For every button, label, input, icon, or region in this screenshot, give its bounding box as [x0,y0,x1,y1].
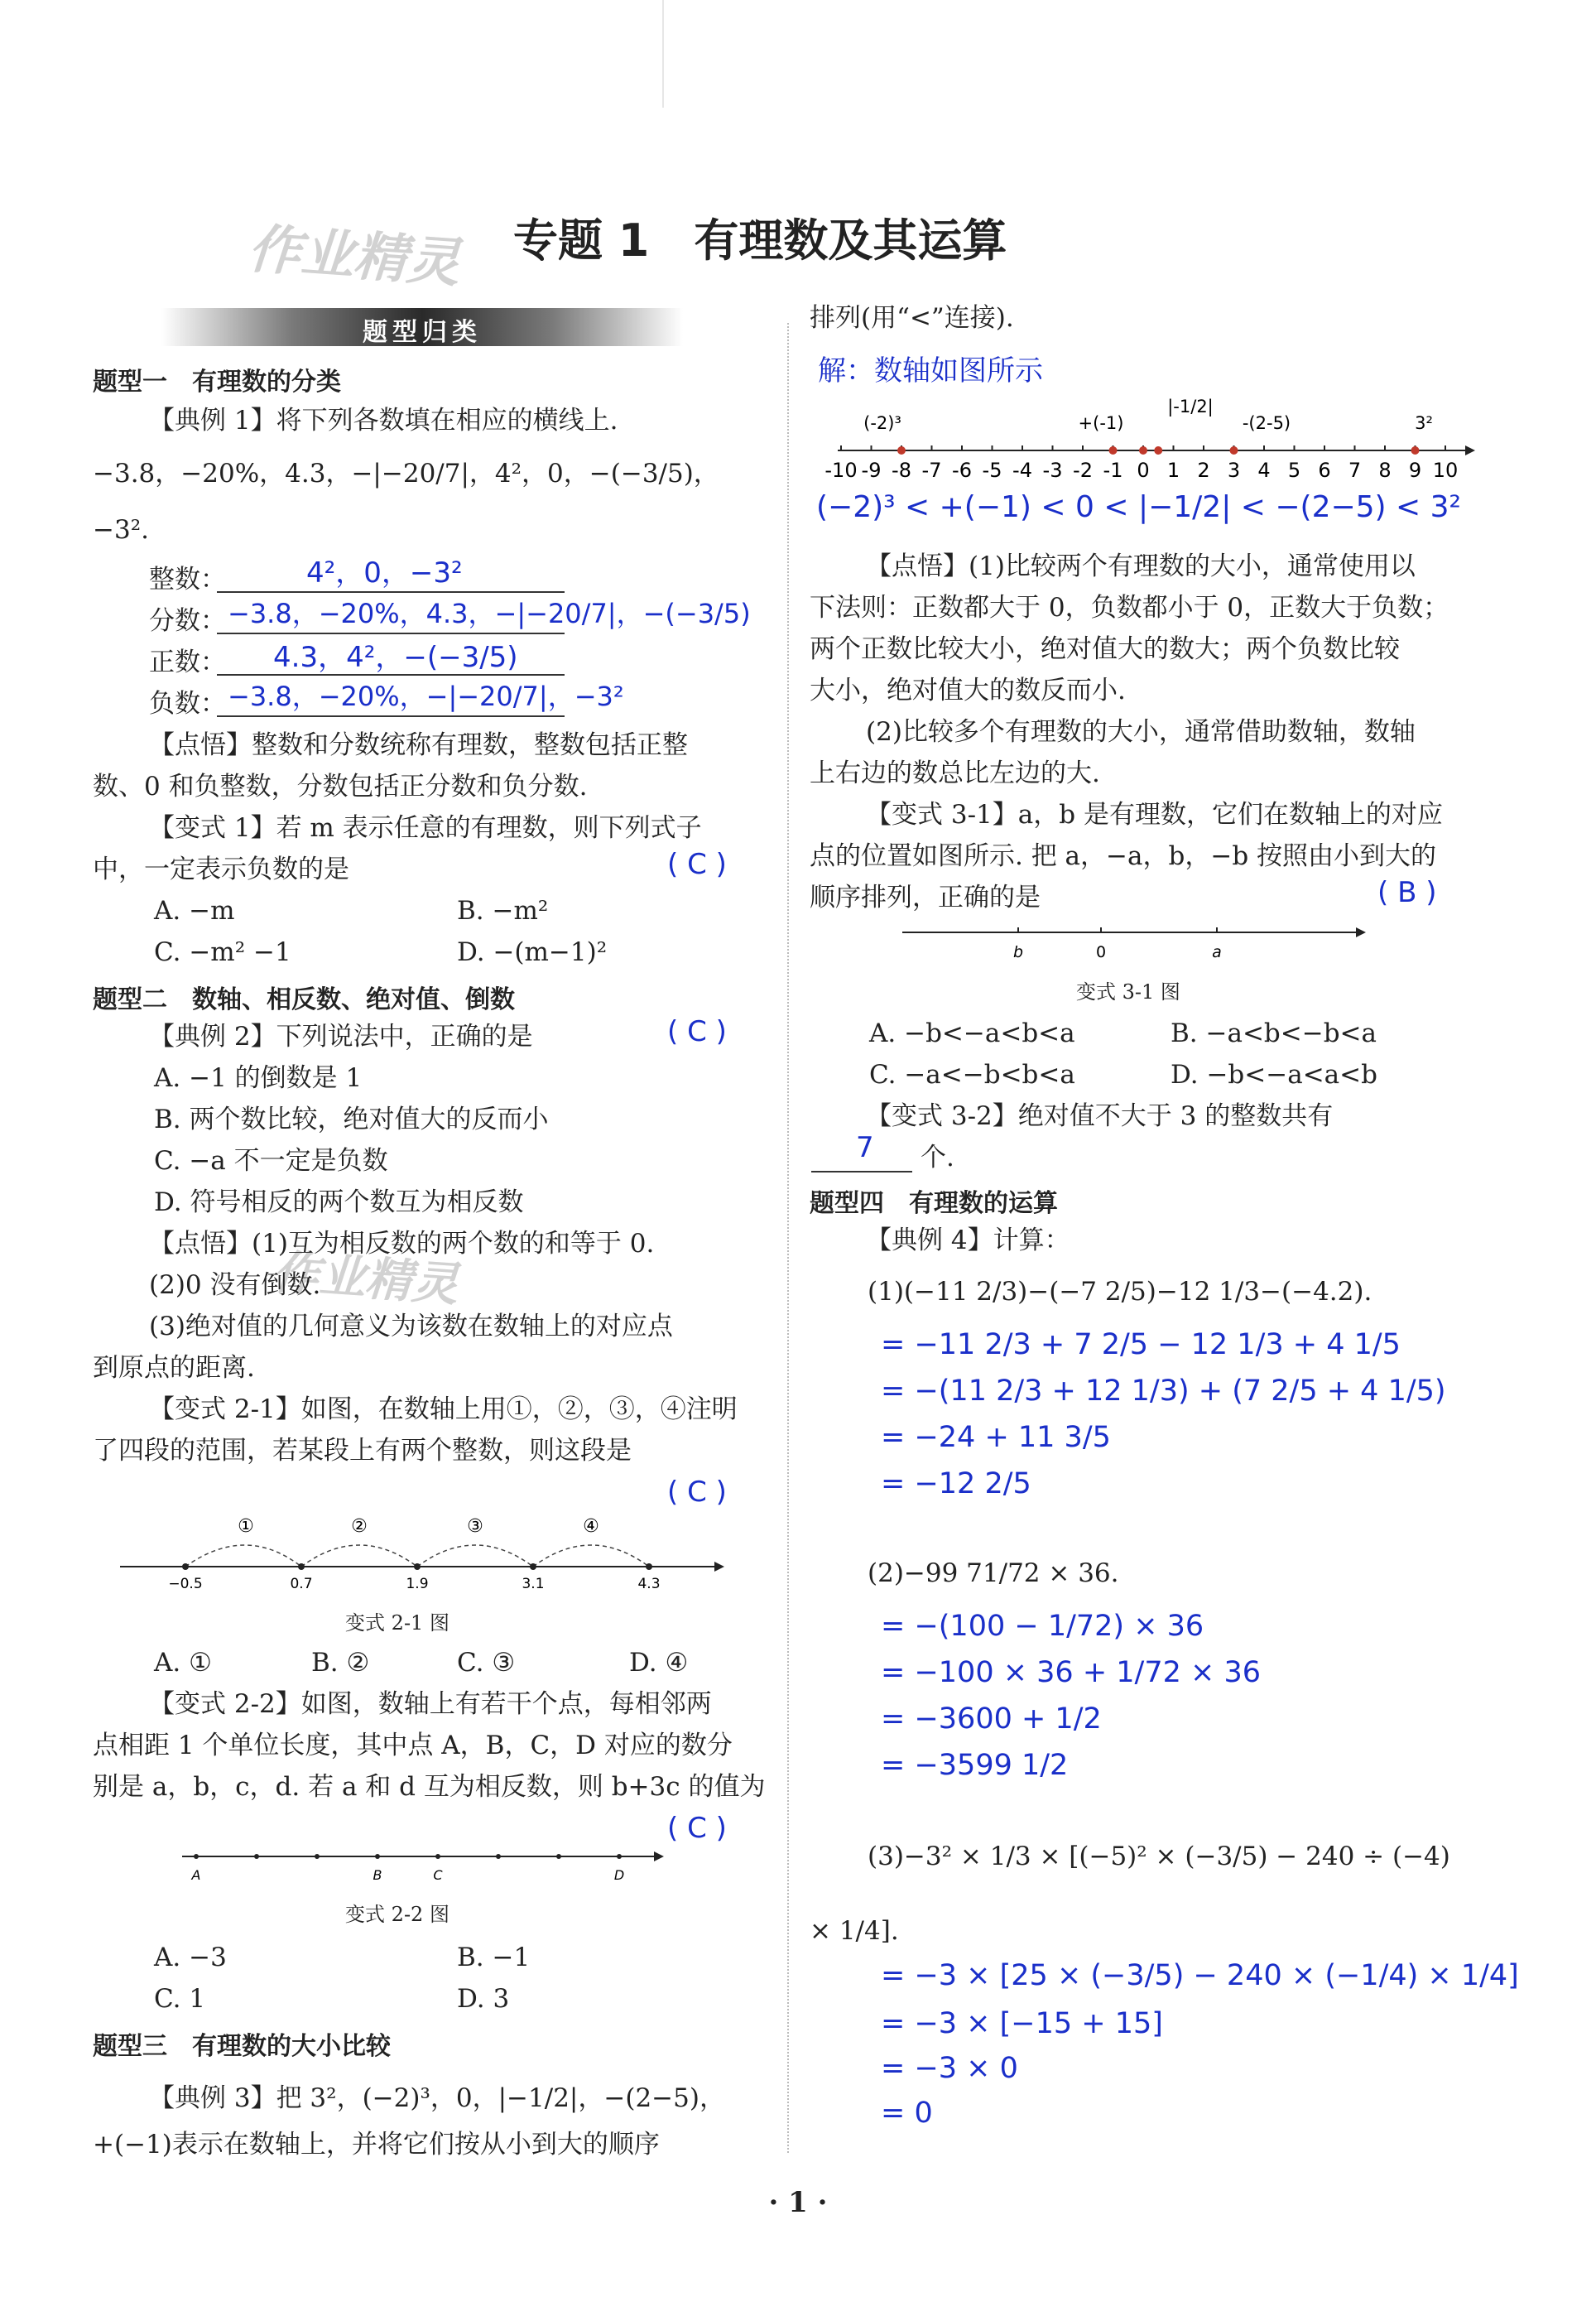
label-abs-neg-half: |-1/2| [1167,397,1214,416]
tick-label: 1.9 [406,1576,429,1592]
label-neg-2-cubed: (-2)³ [863,413,901,433]
tick-label: −0.5 [168,1576,203,1592]
example-2-answer: ( C ) [667,1015,727,1048]
part-3-step-1: = −3 × [25 × (−3/5) − 240 × (−1/4) × 1/4] [881,1959,1519,1992]
part-3-step-4: = 0 [881,2097,933,2130]
banner-label: 题型归类 [363,318,482,347]
page-fold [662,0,664,108]
section-banner [161,308,683,346]
variant-2-2-line-1: 【变式 2-2】如图，数轴上有若干个点，每相邻两 [149,1689,712,1719]
variant-3-1-figure [902,916,1382,965]
variant-3-1-option-a: A. −b<−a<b<a [869,1018,1075,1048]
axis-tick-label: 2 [1197,459,1210,482]
tip-1-line-1: 【点悟】整数和分数统称有理数，整数包括正整 [149,730,688,760]
example-3-line-3: 排列(用“<”连接). [810,303,1014,333]
example-3-line-1: 【典例 3】把 3²，(−2)³，0，|−1/2|，−(2−5)， [149,2083,725,2113]
variant-1-line-1: 【变式 1】若 m 表示任意的有理数，则下列式子 [149,813,702,843]
tick-label: 0.7 [290,1576,313,1592]
tick-label: 3.1 [522,1576,545,1592]
part-1-step-4: = −12 2/5 [881,1467,1031,1500]
watermark-top: 作业精灵 [246,219,462,295]
example-4-part-3-cont: × 1/4]. [810,1916,899,1946]
plotted-point [1411,446,1420,455]
variant-1-option-a: A. −m [154,896,235,926]
segment-label-1: ① [238,1516,254,1537]
variant-2-1-option-c: C. ③ [457,1648,516,1678]
part-1-step-3: = −24 + 11 3/5 [881,1421,1111,1454]
point-d-label: D [613,1867,625,1883]
axis-tick-label: 3 [1227,459,1241,482]
plotted-point [897,446,906,455]
axis-tick-label: -2 [1073,459,1093,482]
tip-2-line-3: (3)绝对值的几何意义为该数在数轴上的对应点 [149,1312,673,1341]
axis-label-zero: 0 [1095,943,1107,961]
label-integers: 整数： [149,565,226,595]
plotted-point [1109,446,1118,455]
variant-2-2-answer: ( C ) [667,1812,727,1845]
part-2-step-1: = −(100 − 1/72) × 36 [881,1610,1204,1643]
example-4-part-3: (3)−3² × 1/3 × [(−5)² × (−3/5) − 240 ÷ (−4) [868,1842,1450,1871]
variant-2-2-line-2: 点相距 1 个单位长度，其中点 A，B，C，D 对应的数分 [93,1731,733,1760]
variant-1-option-c: C. −m² −1 [154,937,291,967]
point-c-label: C [433,1867,443,1883]
variant-3-1-option-d: D. −b<−a<a<b [1171,1060,1377,1090]
tip-3-line-1: 【点悟】(1)比较两个有理数的大小，通常使用以 [866,551,1416,581]
example-1-question: 【典例 1】将下列各数填在相应的横线上. [149,406,618,436]
section-heading-2: 题型二 数轴、相反数、绝对值、倒数 [93,985,515,1014]
axis-tick-label: -7 [921,459,942,482]
plotted-point [1154,446,1162,455]
axis-tick-label: 6 [1318,459,1331,482]
variant-2-1-option-a: A. ① [154,1648,212,1678]
part-3-step-3: = −3 × 0 [881,2052,1018,2085]
axis-tick-label: -6 [952,459,972,482]
answer-negative: −3.8，−20%，−|−20/7|，−3² [228,681,624,712]
axis-label-a: a [1212,943,1222,961]
answer-integers: 4²，0，−3² [306,556,463,590]
tip-2-line-4: 到原点的距离. [93,1353,255,1383]
example-3-number-line [820,388,1482,485]
variant-3-1-line-3: 顺序排列，正确的是 [810,883,1041,912]
label-plus-neg-1: +(-1) [1078,413,1124,433]
variant-2-2-option-a: A. −3 [154,1943,227,1972]
variant-3-1-line-1: 【变式 3-1】a，b 是有理数，它们在数轴上的对应 [866,800,1443,830]
axis-tick-label: 0 [1137,459,1150,482]
column-divider [787,323,789,2153]
axis-tick-label: -8 [892,459,911,482]
label-neg-2-minus-5: -(2-5) [1242,413,1291,433]
part-2-step-4: = −3599 1/2 [881,1749,1069,1782]
axis-tick-label: 4 [1257,459,1271,482]
axis-tick-label: 7 [1348,459,1362,482]
answer-fractions: −3.8，−20%，4.3，−|−20/7|，−(−3/5) [228,598,751,629]
variant-2-2-option-b: B. −1 [457,1943,531,1972]
variant-2-2-figure [174,1838,671,1888]
tip-3-line-2: 下法则：正数都大于 0，负数都小于 0，正数大于负数； [810,593,1449,623]
label-positive: 正数： [149,648,226,677]
example-2-option-d: D. 符号相反的两个数互为相反数 [154,1187,524,1217]
variant-1-answer: ( C ) [667,848,727,881]
blank-negative [217,715,565,717]
section-heading-3: 题型三 有理数的大小比较 [93,2032,391,2061]
axis-tick-label: 1 [1166,459,1180,482]
page-title: 专题 1 有理数及其运算 [513,214,1007,267]
variant-2-2-option-d: D. 3 [457,1984,510,2014]
part-3-step-2: = −3 × [−15 + 15] [881,2007,1163,2040]
example-3-line-2: +(−1)表示在数轴上，并将它们按从小到大的顺序 [93,2130,660,2160]
axis-tick-label: 8 [1378,459,1392,482]
variant-2-2-caption: 变式 2-2 图 [345,1903,449,1926]
variant-2-1-line-1: 【变式 2-1】如图，在数轴上用①，②，③，④注明 [149,1394,738,1424]
point-a-label: A [191,1867,201,1883]
axis-tick-label: -9 [861,459,882,482]
watermark-middle: 作业精灵 [271,1245,460,1312]
variant-1-option-b: B. −m² [457,896,549,926]
plotted-point [1230,446,1238,455]
variant-2-2-line-3: 别是 a，b，c，d. 若 a 和 d 互为相反数，则 b+3c 的值为 [93,1772,766,1802]
variant-3-1-answer: ( B ) [1377,876,1437,909]
tick-label: 4.3 [637,1576,661,1592]
point-b-label: B [373,1867,382,1883]
variant-2-1-line-2: 了四段的范围，若某段上有两个整数，则这段是 [93,1436,632,1466]
variant-2-1-option-b: B. ② [311,1648,370,1678]
example-4-part-2: (2)−99 71/72 × 36. [868,1558,1119,1588]
variant-3-1-option-c: C. −a<−b<b<a [869,1060,1075,1090]
example-2-question: 【典例 2】下列说法中，正确的是 [149,1022,533,1052]
label-negative: 负数： [149,689,226,719]
variant-3-2-tail: 个. [921,1143,954,1172]
label-fractions: 分数： [149,606,226,636]
example-1-numbers: −3.8，−20%，4.3，−|−20/7|，4²，0，−(−3/5)， [93,459,719,489]
axis-tick-label: -10 [824,459,858,482]
axis-tick-label: -5 [982,459,1002,482]
variant-3-2-answer: 7 [856,1131,874,1164]
variant-1-line-2: 中，一定表示负数的是 [93,855,349,884]
example-4-question: 【典例 4】计算： [866,1225,1070,1255]
section-heading-4: 题型四 有理数的运算 [810,1189,1058,1218]
axis-tick-label: -4 [1012,459,1032,482]
example-2-option-c: C. −a 不一定是负数 [154,1146,388,1176]
variant-2-1-answer: ( C ) [667,1476,727,1509]
axis-tick-label: 10 [1432,459,1459,482]
axis-label-b: b [1012,943,1024,961]
variant-3-1-caption: 变式 3-1 图 [1076,980,1180,1004]
example-2-option-b: B. 两个数比较，绝对值大的反而小 [154,1105,549,1134]
tip-3-line-4: 大小，绝对值大的数反而小. [810,676,1126,705]
variant-3-1-line-2: 点的位置如图所示. 把 a，−a，b，−b 按照由小到大的 [810,841,1437,871]
example-1-numbers-cont: −3². [93,515,149,545]
axis-tick-label: -1 [1103,459,1123,482]
part-1-step-2: = −(11 2/3 + 12 1/3) + (7 2/5 + 4 1/5) [881,1375,1446,1408]
part-2-step-3: = −3600 + 1/2 [881,1702,1102,1736]
tip-1-line-2: 数、0 和负整数，分数包括正分数和负分数. [93,772,588,802]
plotted-point [1139,446,1147,455]
segment-label-4: ④ [583,1516,599,1537]
label-3-squared: 3² [1415,413,1433,433]
part-2-step-2: = −100 × 36 + 1/72 × 36 [881,1656,1261,1689]
tip-3-line-6: 上右边的数总比左边的大. [810,758,1100,788]
tip-2-line-1: 【点悟】(1)互为相反数的两个数的和等于 0. [149,1229,655,1259]
axis-tick-label: 5 [1287,459,1301,482]
example-2-option-a: A. −1 的倒数是 1 [154,1063,363,1093]
variant-3-1-option-b: B. −a<b<−b<a [1171,1018,1377,1048]
variant-2-1-caption: 变式 2-1 图 [345,1611,449,1635]
page-number: · 1 · [768,2186,828,2219]
example-4-part-1: (1)(−11 2/3)−(−7 2/5)−12 1/3−(−4.2). [868,1277,1372,1307]
segment-label-3: ③ [467,1516,483,1537]
example-3-result: (−2)³ < +(−1) < 0 < |−1/2| < −(2−5) < 3² [816,490,1461,524]
variant-2-1-option-d: D. ④ [629,1648,689,1678]
axis-tick-label: 9 [1408,459,1422,482]
variant-1-option-d: D. −(m−1)² [457,937,608,967]
axis-tick-label: -3 [1042,459,1063,482]
variant-3-2-blank [811,1171,912,1172]
example-3-solution-label: 解：数轴如图所示 [818,354,1043,388]
tip-3-line-5: (2)比较多个有理数的大小，通常借助数轴，数轴 [866,717,1416,747]
tip-3-line-3: 两个正数比较大小，绝对值大的数大；两个负数比较 [810,634,1400,664]
variant-3-2-question: 【变式 3-2】绝对值不大于 3 的整数共有 [866,1101,1334,1131]
variant-2-1-figure [116,1509,728,1600]
variant-2-2-option-c: C. 1 [154,1984,206,2014]
answer-positive: 4.3，4²，−(−3/5) [273,641,518,674]
part-1-step-1: = −11 2/3 + 7 2/5 − 12 1/3 + 4 1/5 [881,1328,1401,1361]
tip-2-line-2: (2)0 没有倒数. [149,1270,321,1300]
section-heading-1: 题型一 有理数的分类 [93,368,341,397]
segment-label-2: ② [351,1516,368,1537]
